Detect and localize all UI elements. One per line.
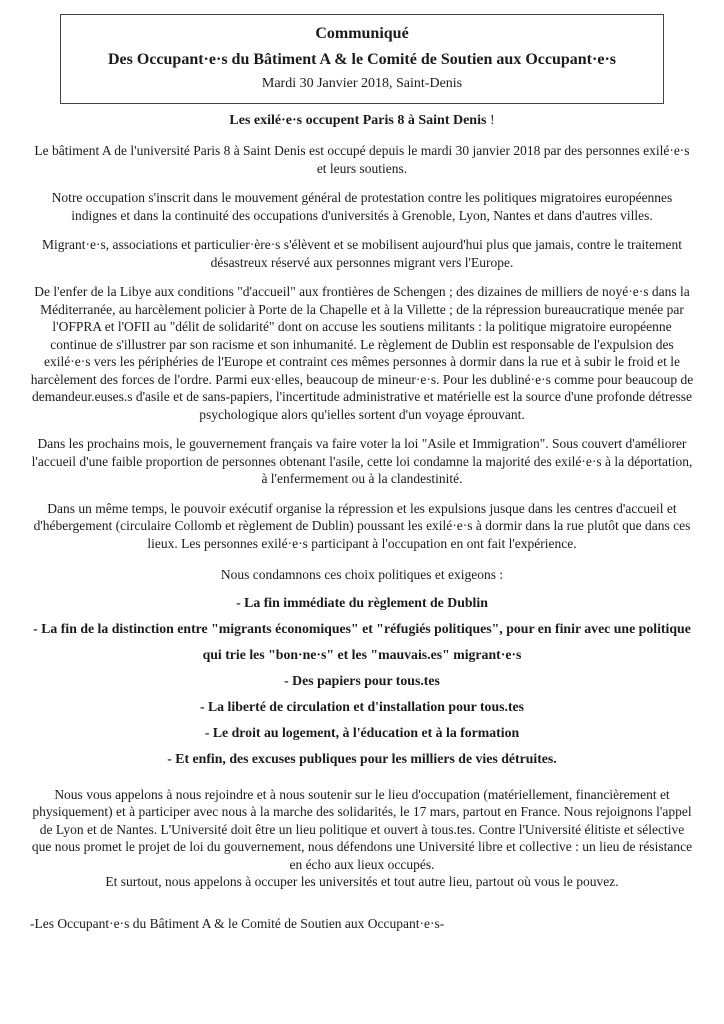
paragraph-executive-repression: Dans un même temps, le pouvoir exécutif organise la répression et les expulsions jusque dans les centres d'accueil et d'hébergement (circulaire Collomb et règlement de Dublin) poussant les exilé·e·s à dormir dans la rue plutôt que dans ces lieux. Les personnes exilé·e·s participant à l'occupation en ont fait l'expérience. [33,500,691,551]
paragraph-occupy-call: Et surtout, nous appelons à occuper les universités et tout autre lieu, partout où vous le pouvez. [105,874,619,889]
demand-item-dublin: - La fin immédiate du règlement de Dublin [236,594,488,610]
paragraph-occupation-announcement: Le bâtiment A de l'université Paris 8 à Saint Denis est occupé depuis le mardi 30 janvier 2018 par des personnes exilé·e·s et leurs soutiens. [34,143,690,176]
demand-item-distinction: - La fin de la distinction entre "migrants économiques" et "réfugiés politiques", pour en finir avec une politique qui trie les "bon·ne·s" et les "mauvais.es" migrant·e·s [33,620,691,662]
paragraph-migration-policy: De l'enfer de la Libye aux conditions "d'accueil" aux frontières de Schengen ; des dizaines de milliers de noyé·e·s dans la Méditerranée, au harcèlement policier à Porte de la Chapelle et à la Villette ; de la répression bureaucratique menée par l'OFPRA et l'OFII au "délit de solidarité" dont on accuse les soutiens militants : la politique migratoire européenne continue de s'illustrer par son racisme et son inhumanité. Le règlement de Dublin est responsable de l'expulsion des exilé·e·s vers les périphéries de l'Europe et contraint ces mêmes personnes à dormir dans la rue et à subir le froid et le harcèlement des forces de l'ordre. Parmi eux·elles, beaucoup de mineur·e·s. Pour les dubliné·e·s comme pour beaucoup de demandeur.euses.s d'asile et de sans-papiers, l'incertitude administrative et matérielle est la source d'une profonde détresse psychologique alors qu'ielles sortent d'un voyage éprouvant. [30,284,694,422]
header-box [60,14,664,104]
paragraph-movement-context: Notre occupation s'inscrit dans le mouvement général de protestation contre les politiques migratoires européennes indignes et dans la continuité des occupations d'universités à Grenoble, Lyon, Nantes et dans d'autres villes. [51,190,673,223]
demand-item-droit-logement: - Le droit au logement, à l'éducation et à la formation [204,724,520,740]
demand-item-liberte-circulation: - La liberté de circulation et d'installation pour tous.tes [199,698,525,714]
paragraph-mobilisation: Migrant·e·s, associations et particulier·ère·s s'élèvent et se mobilisent aujourd'hui plus que jamais, contre le traitement désastreux réservé aux personnes migrant vers l'Europe. [42,237,682,270]
signature-line: -Les Occupant·e·s du Bâtiment A & le Comité de Soutien aux Occupant·e·s- [30,915,445,931]
document-title: Communiqué [315,25,409,42]
demand-item-excuses-publiques: - Et enfin, des excuses publiques pour les milliers de vies détruites. [167,750,557,766]
headline-exclamation: ! [486,113,495,128]
document-subtitle: Des Occupant·e·s du Bâtiment A & le Comité de Soutien aux Occupant·e·s [107,51,616,68]
demands-list [30,590,694,772]
paragraph-asile-immigration-law: Dans les prochains mois, le gouvernement français va faire voter la loi "Asile et Immigration". Sous couvert d'améliorer l'accueil d'une faible proportion de personnes obtenant l'asile, cette loi condamne la majorité des exilé·e·s à la déportation, à l'enfermement ou à la clandestinité. [31,436,693,486]
headline [30,112,694,130]
document-date-line: Mardi 30 Janvier 2018, Saint-Denis [261,76,463,91]
demands-intro: Nous condamnons ces choix politiques et exigeons : [220,567,504,582]
headline-text: Les exilé·e·s occupent Paris 8 à Saint Denis [229,113,487,128]
demand-item-papiers: - Des papiers pour tous.tes [284,672,440,688]
paragraph-appeal: Nous vous appelons à nous rejoindre et à nous soutenir sur le lieu d'occupation (matériellement, financièrement et physiquement) et à participer avec nous à la marche des solidarités, le 17 mars, partout en France. Nous rejoignons l'appel de Lyon et de Nantes. L'Université doit être un lieu politique et ouvert à tous.tes. Contre l'Université élitiste et sélective que nous promet le projet de loi du gouvernement, nous défendons une Université libre et collective : un lieu de résistance en écho aux lieux occupés. [31,786,693,872]
